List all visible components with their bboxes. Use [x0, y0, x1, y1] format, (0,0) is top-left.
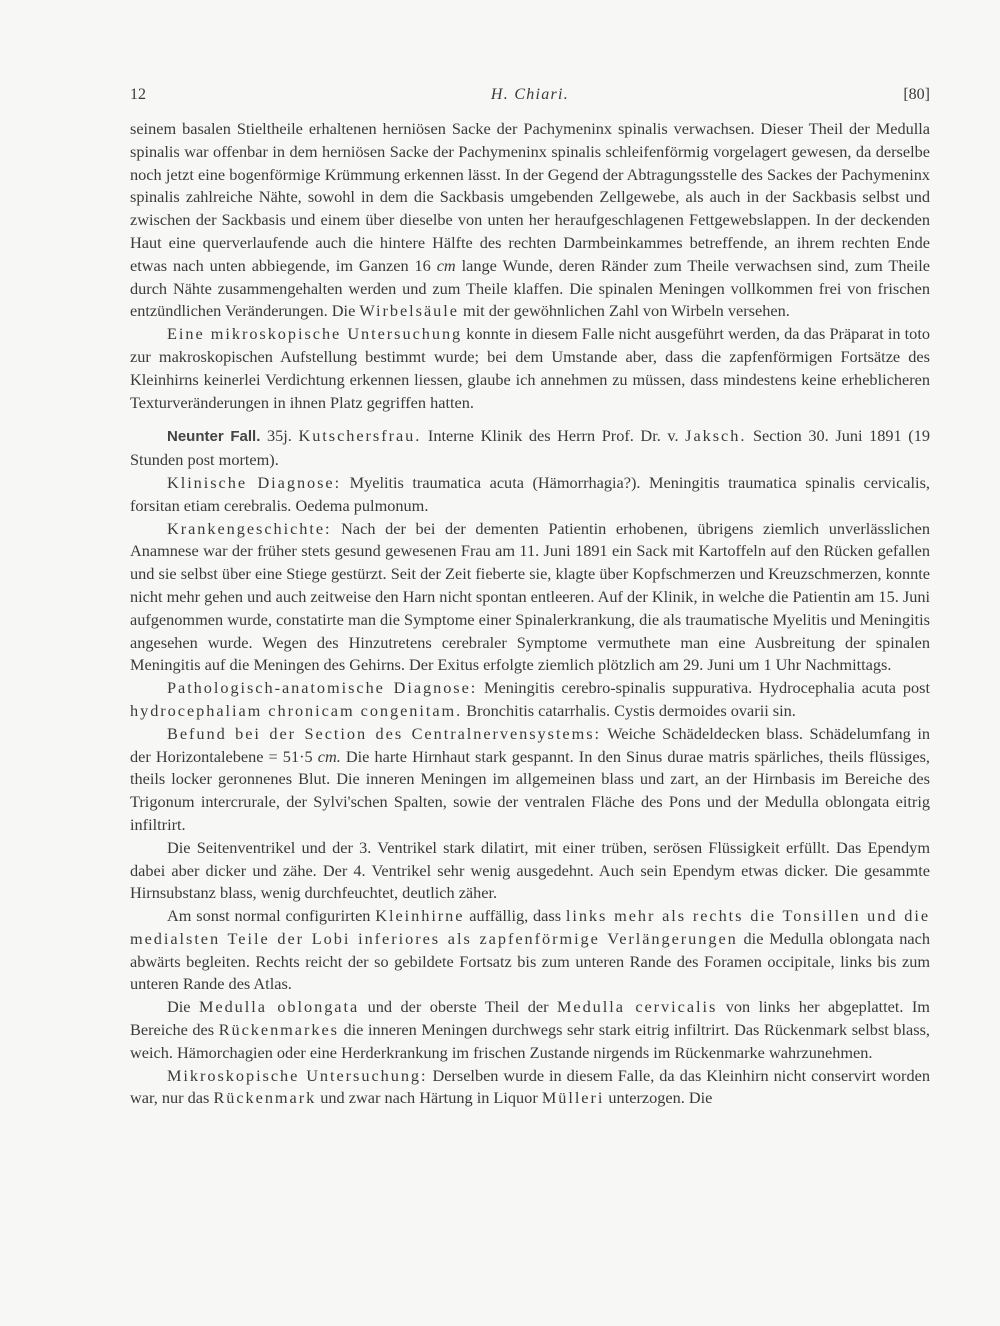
paragraph-pathological-diagnosis	[130, 677, 930, 723]
text-run: Wirbelsäule	[359, 301, 459, 321]
text-run: Bronchitis catarrhalis. Cystis dermoides ovarii sin.	[462, 700, 796, 720]
text-run: die Medulla oblongata nach abwärts begleiten. Rechts reicht der so gebildete Fortsatz bis zum unteren Rande des Foramen occipitale, links bis zum unteren Rande des Atlas.	[130, 928, 930, 994]
text-run: Section 30. Juni 1891 (19 Stunden post mortem).	[130, 426, 930, 470]
paragraph-microscopic-examination	[130, 1065, 930, 1111]
paragraph-microscopy-note	[130, 323, 930, 414]
text-run: Rückenmark	[213, 1088, 317, 1108]
page-number: 12	[130, 86, 146, 103]
text-run: seinem basalen Stieltheile erhaltenen herniösen Sacke der Pachymeninx spinalis verwachsen. Dieser Theil der Medulla spinalis war offenbar in dem herniösen Sacke der Pachymeninx spinalis schleifenförmig vorgelagert gewesen, da derselbe noch jetzt eine bogenförmige Krümmung erkennen lässt. In der Gegend der Abtragungsstelle des Sackes der Pachymeninx spinalis zahlreiche Nähte, sowohl in dem die Sackbasis umgebenden Zellgewebe, als auch in der Sackbasis selbst und zwischen der Sackbasis und einem über dieselbe von unten her heraufgeschlagenen Fettgewebslappen. In der deckenden Haut eine querverlaufende auch die hintere Hälfte des rechten Darmbeinkammes betreffende, an ihrem rechten Ende etwas nach unten abbiegende, im Ganzen 16	[130, 119, 930, 275]
text-run: Kleinhirne	[375, 906, 465, 926]
text-run: Derselben wurde in diesem Falle, da das Kleinhirn nicht conservirt worden war, nur das	[130, 1065, 930, 1108]
text-run: Rückenmarkes	[218, 1020, 339, 1040]
text-run: Myelitis traumatica acuta (Hämorrhagia?). Meningitis traumatica spinalis cervicalis, forsitan etiam cerebralis. Oedema pulmonum.	[130, 472, 930, 515]
text-run: Weiche Schädeldecken blass. Schädelumfang in der Horizontalebene = 51·5	[130, 723, 930, 766]
text-run: und der oberste Theil der	[359, 997, 557, 1017]
case-heading-paragraph	[130, 425, 930, 472]
text-run: hydrocephaliam chronicam congenitam.	[130, 700, 463, 720]
text-run: unterzogen. Die	[604, 1088, 713, 1108]
text-run: cm	[436, 255, 456, 275]
text-run: und zwar nach Härtung in Liquor	[316, 1088, 542, 1108]
running-title-author: H. Chiari.	[490, 86, 570, 103]
text-run: Meningitis cerebro-spinalis suppurativa. Hydrocephalia acuta post	[477, 678, 930, 698]
text-run: Mikroskopische Untersuchung:	[167, 1065, 428, 1085]
original-page-ref: [80]	[903, 86, 930, 103]
text-run: Medulla cervicalis	[556, 997, 718, 1017]
paragraph-cerebellum	[130, 905, 930, 996]
paragraph-case-history	[130, 518, 930, 678]
text-run: Nach der bei der dementen Patientin erhobenen, übrigens ziemlich unverlässlichen Anamnese war der früher stets gesund gewesenen Frau am 11. Juni 1891 ein Sack mit Kartoffeln auf den Rücken gefallen und sie selbst über eine Stiege gestürzt. Seit der Zeit fieberte sie, klagte über Kopfschmerzen und Kreuzschmerzen, konnte nicht mehr gehen und auch zeitweise den Harn nicht spontan entleeren. Auf der Klinik, in welche die Patientin am 15. Juni aufgenommen wurde, constatirte man die Symptome einer Spinalerkrankung, die als traumatische Myelitis und Meningitis angesehen wurde. Wegen des Hinzutretens cerebraler Symptome vermuthete man eine Ausbreitung der spinalen Meningitis auf die Meningen des Gehirns. Der Exitus erfolgte ziemlich plötzlich am 29. Juni um 1 Uhr Nachmittags.	[130, 518, 930, 675]
paragraph-clinical-diagnosis	[130, 472, 930, 518]
text-run: von links her abgeplattet. Im Bereiche des	[130, 997, 930, 1040]
text-run: Interne Klinik des Herrn Prof. Dr. v.	[421, 426, 686, 446]
running-header	[130, 86, 930, 110]
text-run: lange Wunde, deren Ränder zum Theile verwachsen sind, zum Theile durch Nähte zusammengehalten werden und zum Theile klaffen. Die spinalen Meningen vollkommen frei von frischen entzündlichen Veränderungen. Die	[130, 255, 930, 321]
text-run: 35j.	[260, 426, 299, 446]
text-run: Am sonst normal configurirten	[167, 906, 376, 926]
text-run: Die harte Hirnhaut stark gespannt. In den Sinus durae matris spärliches, theils flüssiges, theils locker geronnenes Blut. Die inneren Meningen im allgemeinen blass und zart, an der Hirnbasis im Bereiche des Trigonum intercrurale, der Sylvi'schen Spalten, sowie der ventralen Fläche des Pons und der Medulla oblongata eitrig infiltrirt.	[130, 746, 930, 834]
text-run: Eine mikroskopische Untersuchung	[167, 324, 463, 344]
text-run: konnte in diesem Falle nicht ausgeführt werden, da das Präparat in toto zur makroskopischen Aufstellung bestimmt wurde; bei dem Umstande aber, dass die zapfenförmigen Fortsätze des Kleinhirns keinerlei Verdichtung erkennen liessen, glaube ich annehmen zu müssen, dass mindestens keine erheblicheren Texturveränderungen in ihnen Platz gegriffen hatten.	[130, 324, 930, 412]
article-body	[130, 118, 930, 1110]
paragraph-medulla	[130, 996, 930, 1064]
paragraph-ventricles	[130, 837, 930, 905]
text-run: cm.	[317, 746, 341, 766]
text-run: Pathologisch-anatomische Diagnose:	[167, 678, 478, 698]
text-run: Krankengeschichte:	[167, 518, 332, 538]
text-run: Befund bei der Section des Centralnervensystems:	[167, 723, 601, 743]
text-run: Die	[167, 997, 199, 1017]
text-run: Mülleri	[541, 1088, 605, 1108]
text-run: auffällig, dass	[464, 906, 566, 926]
text-run: Neunter Fall.	[167, 428, 261, 446]
text-run: mit der gewöhnlichen Zahl von Wirbeln versehen.	[458, 301, 790, 321]
text-run: Jaksch.	[685, 426, 747, 446]
text-run: Die Seitenventrikel und der 3. Ventrikel stark dilatirt, mit einer trüben, serösen Flüssigkeit erfüllt. Das Ependym dabei aber dicker und zähe. Der 4. Ventrikel sehr wenig ausgedehnt. Auch sein Ependym etwas dicker. Die gesammte Hirnsubstanz blass, wenig durchfeuchtet, deutlich zäher.	[130, 837, 930, 903]
paragraph-section-findings	[130, 723, 930, 837]
text-run: Klinische Diagnose:	[167, 472, 342, 492]
text-run: Kutschersfrau.	[298, 426, 422, 446]
text-run: links mehr als rechts die Tonsillen und die medialsten Teile der Lobi inferiores als zapfenförmige Verlängerungen	[130, 906, 930, 948]
paragraph-continuation	[130, 118, 930, 323]
text-run: die inneren Meningen durchwegs sehr stark eitrig infiltrirt. Das Rückenmark selbst blass, weich. Hämorchagien oder eine Herderkrankung im frischen Zustande nirgends im Rückenmarke wahrzunehmen.	[130, 1020, 930, 1062]
text-run: Medulla oblongata	[198, 997, 360, 1017]
